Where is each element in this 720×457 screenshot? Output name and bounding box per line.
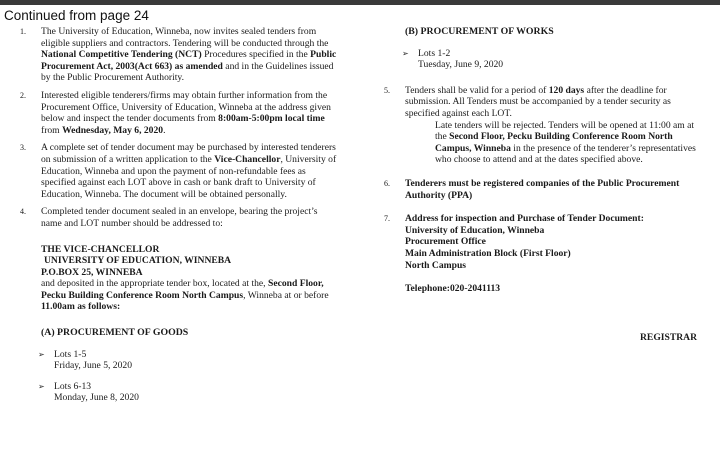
clause-6: 6. Tenderers must be registered companies of the Public Procurement Authority (PPA) <box>384 177 680 201</box>
clause-number: 2. <box>20 90 26 100</box>
left-column <box>20 26 338 413</box>
clause-7: 7. Address for inspection and Purchase of Tender Document: University of Education, Winneba Procurement Office Main Administration Block (First Floor) North Campus Telephone:020-2041113 <box>384 213 706 295</box>
clause-1: 1. The University of Education, Winneba, now invites sealed tenders from eligible suppliers and contractors. Tendering will be conducted through the National Competitive Tendering (NCT) Procedures specified in the Public Procurement Act, 2003(Act 663) as amended and in the Guidelines issued by the Public Procurement Authority. <box>20 26 337 84</box>
top-border <box>0 0 720 5</box>
arrow-bullet-icon: ➢ <box>38 381 45 391</box>
continued-header: Continued from page 24 <box>4 8 149 23</box>
clause-5: 5. Tenders shall be valid for a period of 120 days after the deadline for submission. All Tenders must be accompanied by a tender security as specified against each LOT. Late tenders will be rejected. Tenders will be opened at 11:00 am at the Second Floor, Pecku Building Conference Room North Campus, Winneba in the presence of the tenderer’s representatives who choose to attend and at the dates specified above. <box>384 84 696 166</box>
lot-entry: ➢ Lots 1-5 Friday, June 5, 2020 <box>38 348 132 372</box>
clause-3: 3. A complete set of tender document may be purchased by interested tenderers on submission of a written application to the Vice-Chancellor, University of Education, Winneba and upon the payment of non-refundable fees as specified against each LOT above in cash or bank draft to University of Education, Winneba. The document will be obtained personally. <box>20 142 337 200</box>
vice-chancellor-address: THE VICE-CHANCELLOR UNIVERSITY OF EDUCATION, WINNEBA P.O.BOX 25, WINNEBA <box>41 243 232 278</box>
arrow-bullet-icon: ➢ <box>38 349 45 359</box>
lot-entry: ➢ Lots 6-13 Monday, June 8, 2020 <box>38 380 139 404</box>
clause-number: 4. <box>20 207 26 217</box>
clause-number: 5. <box>384 85 390 95</box>
registrar-signature: REGISTRAR <box>640 332 698 343</box>
telephone: Telephone:020-2041113 <box>405 283 501 295</box>
clause-2: 2. Interested eligible tenderers/firms may obtain further information from the Procurement Office, University of Education, Winneba at the address given below and inspect the tender documents from 8:00am-5:00pm local time from Wednesday, May 6, 2020. <box>20 89 331 136</box>
clause-4: 4. Completed tender document sealed in an envelope, bearing the project’s name and LOT number should be addressed to: <box>20 206 318 229</box>
deposit-instructions: and deposited in the appropriate tender box, located at the, Second Floor, Pecku Building Conference Room North Campus, Winneba at or before 11.00am as follows: <box>41 278 329 313</box>
goods-section-title: (A) PROCUREMENT OF GOODS <box>41 327 189 339</box>
works-section-title: (B) PROCUREMENT OF WORKS <box>405 26 554 37</box>
lot-entry: ➢ Lots 1-2 Tuesday, June 9, 2020 <box>402 47 504 71</box>
clause-number: 7. <box>384 214 390 224</box>
clause-number: 1. <box>20 27 26 36</box>
arrow-bullet-icon: ➢ <box>402 48 409 58</box>
clause-number: 6. <box>384 178 390 188</box>
clause-number: 3. <box>20 143 26 153</box>
right-column <box>384 26 706 307</box>
